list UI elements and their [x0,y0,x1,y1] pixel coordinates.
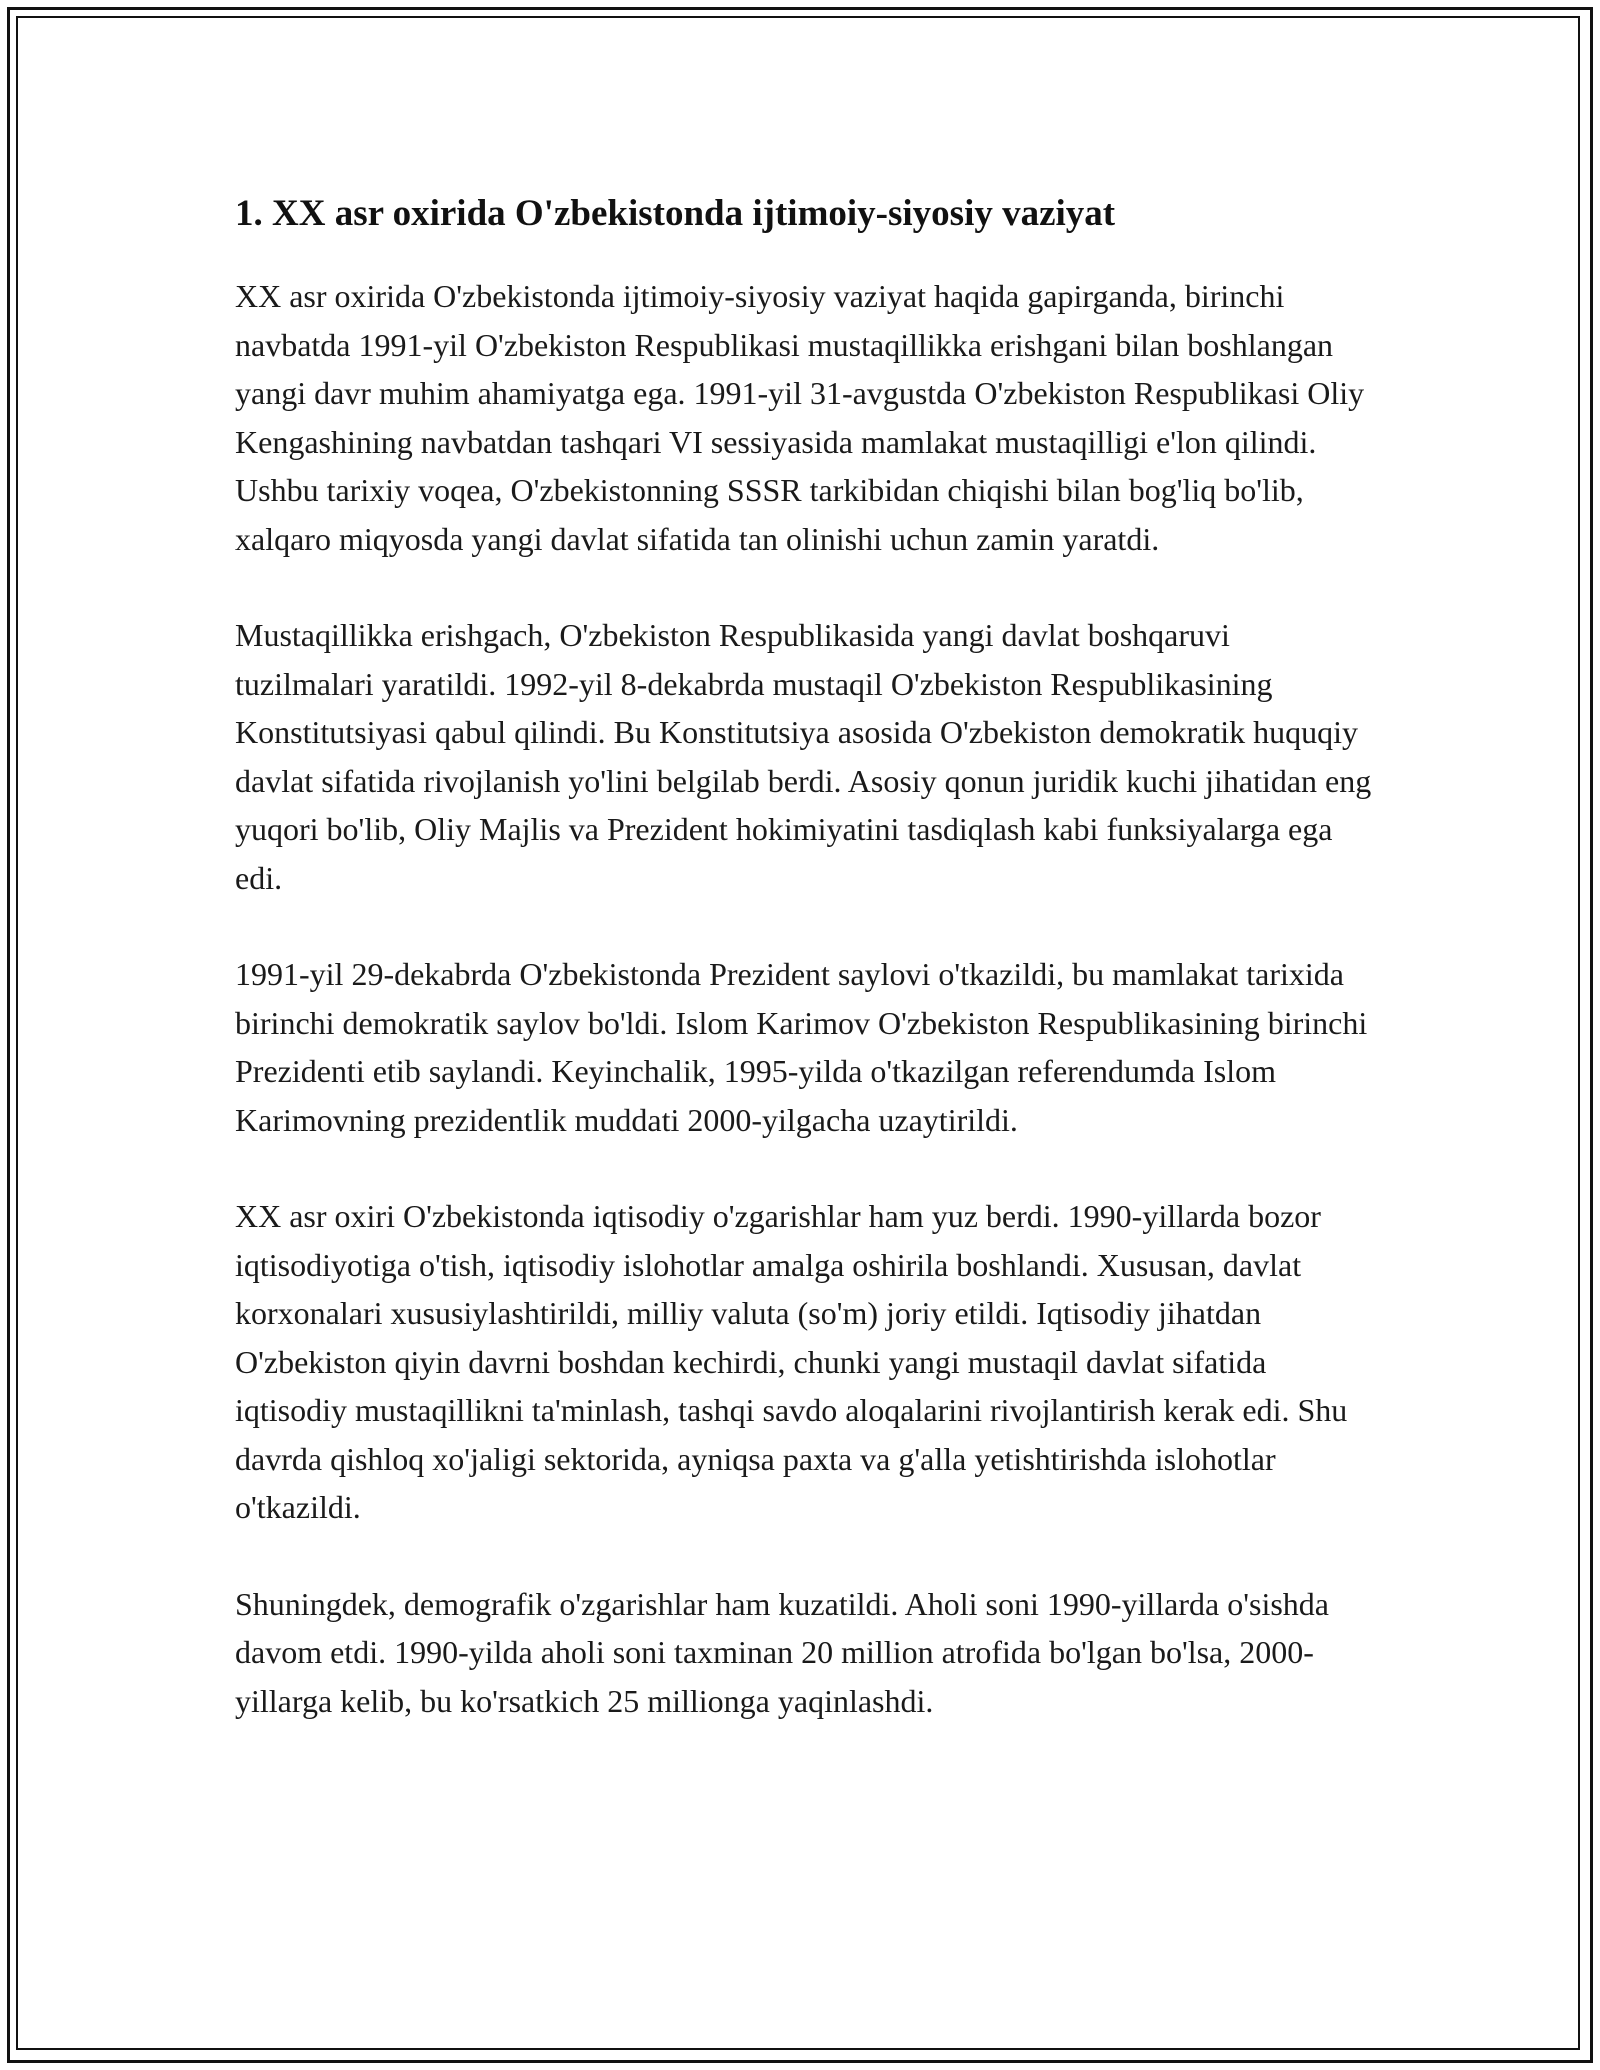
section-heading: 1. XX asr oxirida O'zbekistonda ijtimoiy-siyosiy vaziyat [235,193,1116,234]
paragraph-presidential-election: 1991-yil 29-dekabrda O'zbekistonda Prezident saylovi o'tkazildi, bu mamlakat tarixida birinchi demokratik saylov bo'ldi. Islom Karimov O'zbekiston Respublikasining birinchi Prezidenti etib saylandi. Keyinchalik, 1995-yilda o'tkazilgan referendumda Islom Karimovning prezidentlik muddati 2000-yilgacha uzaytirildi. [235,956,1368,1138]
paragraph-economic-changes: XX asr oxiri O'zbekistonda iqtisodiy o'zgarishlar ham yuz berdi. 1990-yillarda bozor iqtisodiyotiga o'tish, iqtisodiy islohotlar amalga oshirila boshlandi. Xususan, davlat korxonalari xususiylashtirildi, milliy valuta (so'm) joriy etildi. Iqtisodiy jihatdan O'zbekiston qiyin davrni boshdan kechirdi, chunki yangi mustaqil davlat sifatida iqtisodiy mustaqillikni ta'minlash, tashqi savdo aloqalarini rivojlantirish kerak edi. Shu davrda qishloq xo'jaligi sektorida, ayniqsa paxta va g'alla yetishtirishda islohotlar o'tkazildi. [235,1198,1348,1525]
document-body [235,188,1375,1773]
paragraph-demographics: Shuningdek, demografik o'zgarishlar ham kuzatildi. Aholi soni 1990-yillarda o'sishda davom etdi. 1990-yilda aholi soni taxminan 20 million atrofida bo'lgan bo'lsa, 2000-yillarga kelib, bu ko'rsatkich 25 millionga yaqinlashdi. [235,1585,1329,1719]
paragraph-constitution: Mustaqillikka erishgach, O'zbekiston Respublikasida yangi davlat boshqaruvi tuzilmalari yaratildi. 1992-yil 8-dekabrda mustaqil O'zbekiston Respublikasining Konstitutsiyasi qabul qilindi. Bu Konstitutsiya asosida O'zbekiston demokratik huquqiy davlat sifatida rivojlanish yo'lini belgilab berdi. Asosiy qonun juridik kuchi jihatidan eng yuqori bo'lib, Oliy Majlis va Prezident hokimiyatini tasdiqlash kabi funksiyalarga ega edi. [235,617,1372,896]
paragraph-independence: XX asr oxirida O'zbekistonda ijtimoiy-siyosiy vaziyat haqida gapirganda, birinchi navbatda 1991-yil O'zbekiston Respublikasi mustaqillikka erishgani bilan boshlangan yangi davr muhim ahamiyatga ega. 1991-yil 31-avgustda O'zbekiston Respublikasi Oliy Kengashining navbatdan tashqari VI sessiyasida mamlakat mustaqilligi e'lon qilindi. Ushbu tarixiy voqea, O'zbekistonning SSSR tarkibidan chiqishi bilan bog'liq bo'lib, xalqaro miqyosda yangi davlat sifatida tan olinishi uchun zamin yaratdi. [235,278,1365,557]
